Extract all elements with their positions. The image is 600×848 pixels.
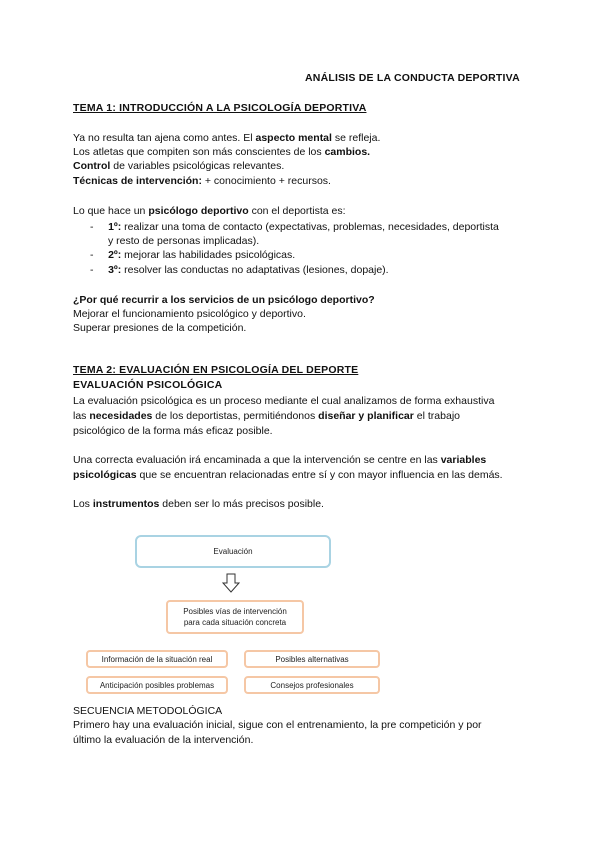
- tema1-p1-line4: Técnicas de intervención: + conocimiento + recursos.: [73, 175, 331, 187]
- diagram-consejos-box: [244, 676, 380, 694]
- diagram-evaluacion-label: Evaluación: [213, 547, 253, 556]
- tema2-heading: TEMA 2: EVALUACIÓN EN PSICOLOGÍA DEL DEPORTE: [73, 364, 359, 376]
- tema2-p1-line1: La evaluación psicológica es un proceso mediante el cual analizamos de forma exhaustiva: [73, 395, 495, 407]
- down-arrow-icon: [222, 573, 240, 593]
- tema1-p1-line3: Control de variables psicológicas relevantes.: [73, 160, 285, 172]
- tema1-p1-line1: Ya no resulta tan ajena como antes. El aspecto mental se refleja.: [73, 132, 381, 144]
- diagram-consejos-label: Consejos profesionales: [270, 680, 354, 690]
- diagram-vias-line2: para cada situación concreta: [183, 618, 287, 627]
- tema2-p1-line2: las necesidades de los deportistas, permitiéndonos diseñar y planificar el trabajo: [73, 410, 460, 422]
- secuencia-line2: último la evaluación de la intervención.: [73, 734, 254, 746]
- diagram-vias-line1: Posibles vías de intervención: [183, 607, 287, 616]
- tema2-subheading: EVALUACIÓN PSICOLÓGICA: [73, 379, 223, 391]
- tema2-p1-line3: psicológico de la forma más eficaz posible.: [73, 425, 273, 437]
- list-item: - 2º: mejorar las habilidades psicológicas.: [90, 249, 296, 261]
- list-item-continuation: y resto de personas implicadas).: [108, 235, 260, 247]
- tema1-answer-1: Mejorar el funcionamiento psicológico y deportivo.: [73, 308, 306, 320]
- tema2-p3: Los instrumentos deben ser lo más precisos posible.: [73, 498, 324, 510]
- secuencia-line1: Primero hay una evaluación inicial, sigue con el entrenamiento, la pre competición y por: [73, 719, 482, 731]
- diagram-vias-intervencion-box: [166, 600, 304, 634]
- diagram-evaluacion-box: [135, 535, 331, 568]
- tema1-question: ¿Por qué recurrir a los servicios de un psicólogo deportivo?: [73, 294, 375, 306]
- tema2-p2-line1: Una correcta evaluación irá encaminada a que la intervención se centre en las variables: [73, 454, 487, 466]
- document-title: ANÁLISIS DE LA CONDUCTA DEPORTIVA: [305, 72, 520, 84]
- tema1-p1-line2: Los atletas que compiten son más conscientes de los cambios.: [73, 146, 371, 158]
- diagram-alternativas-label: Posibles alternativas: [275, 654, 349, 664]
- diagram-informacion-box: [86, 650, 228, 668]
- tema1-heading: TEMA 1: INTRODUCCIÓN A LA PSICOLOGÍA DEPORTIVA: [73, 102, 367, 114]
- tema2-p2-line2: psicológicas que se encuentran relacionadas entre sí y con mayor influencia en las demás.: [73, 469, 503, 481]
- list-item: - 1º: realizar una toma de contacto (expectativas, problemas, necesidades, deportista: [90, 221, 499, 233]
- tema1-answer-2: Superar presiones de la competición.: [73, 322, 247, 334]
- tema1-p2: Lo que hace un psicólogo deportivo con el deportista es:: [73, 205, 346, 217]
- diagram-alternativas-box: [244, 650, 380, 668]
- secuencia-title: SECUENCIA METODOLÓGICA: [73, 705, 223, 717]
- diagram-informacion-label: Información de la situación real: [101, 654, 213, 664]
- list-item: - 3º: resolver las conductas no adaptativas (lesiones, dopaje).: [90, 264, 389, 276]
- diagram-anticipacion-box: [86, 676, 228, 694]
- diagram-anticipacion-label: Anticipación posibles problemas: [99, 680, 215, 690]
